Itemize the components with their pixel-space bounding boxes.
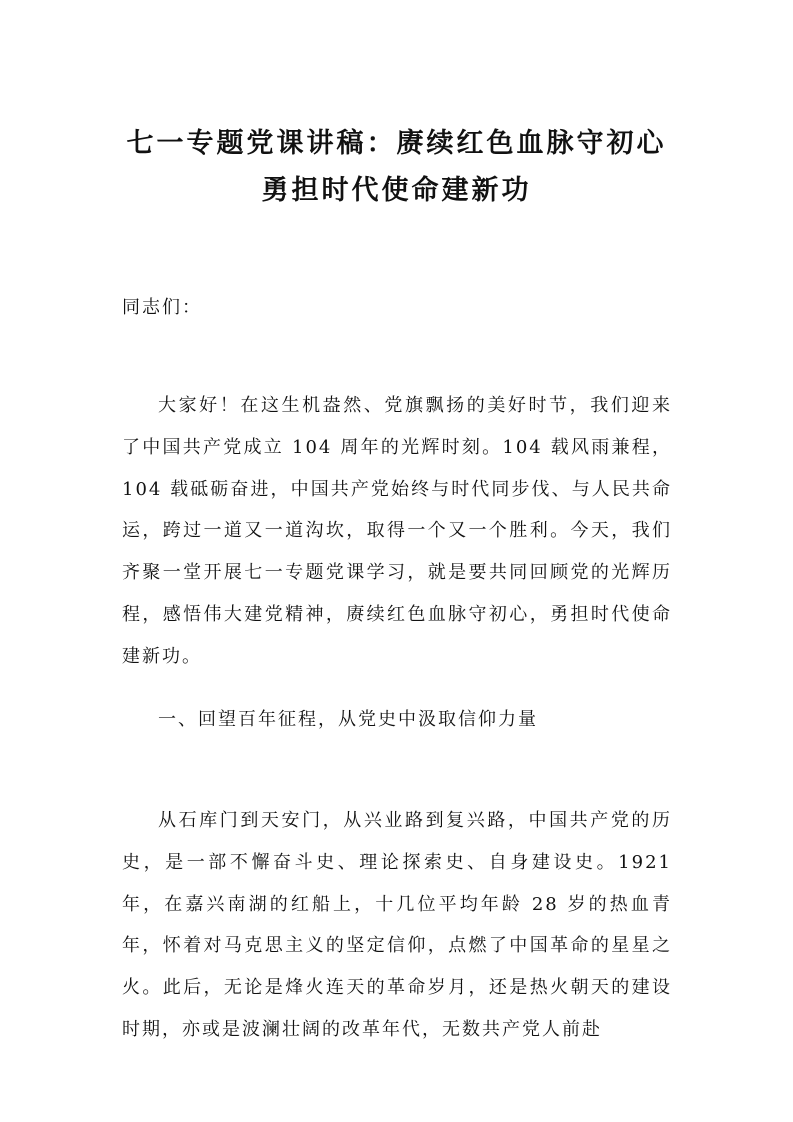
salutation: 同志们： [122, 297, 202, 318]
section-heading: 一、回望百年征程，从党史中汲取信仰力量 [158, 709, 538, 730]
section-paragraph: 从石库门到天安门，从兴业路到复兴路，中国共产党的历史，是一部不懈奋斗史、理论探索史、自身建设史。1921 年，在嘉兴南湖的红船上，十几位平均年龄 28 岁的热血青年，怀着对马克思主义的坚定信仰，点燃了中国革命的星星之火。此后，无论是烽火连天的革命岁月，还是热火朝天的建设时期，亦或是波澜壮阔的改革年代，无数共产党人前赴 [122, 810, 672, 1040]
opening-paragraph: 大家好！在这生机盎然、党旗飘扬的美好时节，我们迎来了中国共产党成立 104 周年的光辉时刻。104 载风雨兼程，104 载砥砺奋进，中国共产党始终与时代同步伐、与人民共命运，跨过一道又一道沟坎，取得一个又一个胜利。今天，我们齐聚一堂开展七一专题党课学习，就是要共同回顾党的光辉历程，感悟伟大建党精神，赓续红色血脉守初心，勇担时代使命建新功。 [122, 395, 672, 667]
document-title-line-1: 七一专题党课讲稿：赓续红色血脉守初心 [126, 128, 667, 159]
document-title-line-2: 勇担时代使命建新功 [261, 175, 532, 206]
